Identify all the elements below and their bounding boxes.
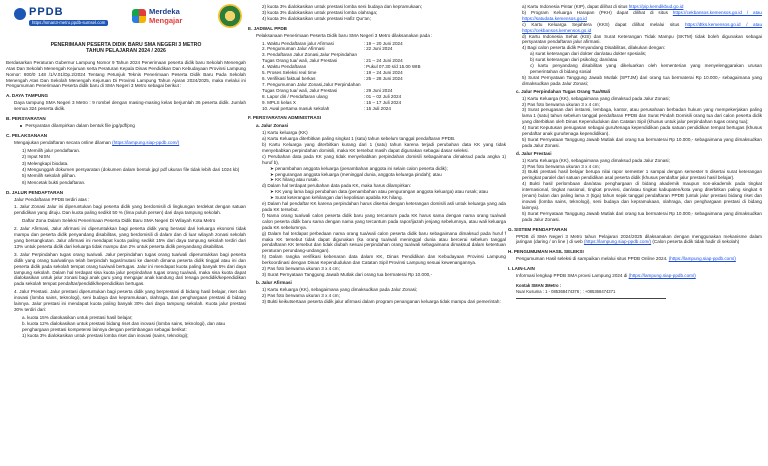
zonasi-requirements	[262, 130, 506, 278]
signature-line	[516, 298, 666, 299]
ppdb-emblem-icon	[14, 8, 26, 20]
list-item: g) Dalam hal terdapat perbedaan nama orang tua/wali calon peserta didik baru sebagaimana dimaksud pada huruf f maka KK tersebut tidak dapat digunakan (ka orang tua/wali meninggal dunia atau bercerai sebelum tanggal pendaftaran KK tersebut dan tidak diubah sesuai perpindahan orang tua/wali sebagaimana dimaksud dalam ketentuan peraturan perundang-undangan).	[262, 230, 506, 254]
jalur-prestasi-heading: d. Jalur Prestasi	[516, 150, 552, 156]
contact-label: Kontak SMAN 3Metro :	[516, 282, 562, 288]
letterhead	[6, 0, 246, 40]
schedule-value: : 19 – 20 Juni 2024	[363, 40, 403, 46]
section-c-lead-text: Mengajukan pendaftaran secara online dilaman	[14, 139, 111, 145]
list-item: 1) Kartu Keluarga (KK), sebagaimana yang dimaksud pada Jalur Zonasi;	[522, 95, 670, 101]
column-middle	[248, 4, 506, 305]
section-h-body: Pengumuman Hasil seleksi di sampaikan melalui situs PPDB Online 2024.	[516, 256, 668, 262]
merdeka-line1: Merdeka	[149, 7, 180, 16]
merdeka-mengajar-logo	[132, 6, 196, 32]
siap-ppdb-link[interactable]: (https://lampung.siap-ppdb.com/)	[668, 256, 736, 262]
list-item: f) Nama orang tua/wali calon peserta didik baru yang tercantum pada KK harus sama dengan nama orang tua/wali calon peserta didik baru sama dengan nama yang tercantum pada rapor/ijazah jenjang sebelumnya, atau wali keluarga pada KK sebelumnya.	[262, 212, 506, 230]
schedule-value: : Pukul 07.30 s/d 15.00 WIB	[363, 64, 421, 70]
list-item: Daftar Zona Dalam Seleksi Penerimaan Peserta Didik Baru SMA Negeri Di Wilayah Kota Metro	[22, 218, 216, 224]
list-item: 2) Pas foto berwarna ukuran 3 x 4 cm;	[522, 101, 600, 107]
list-item: 2. Jalur Afirmasi, Jalur afirmasi ini diperuntukkan bagi peserta didik yang berasal dari keluarga ekonomi tidak mampu dan peserta didik penyandang disabilitas, yang berdomisili di dalam dan di luar wilayah zonasi sekolah yang bersangkutan. Jalur afirmasi ini mendapat kuota paling sedikit 15% dari daya tampung sekolah terdiri dari 13% untuk peserta didik dari keluarga tidak mampu dan 2% untuk peserta didik penyandang disabilitas.	[14, 226, 246, 249]
list-item: 2) kuota 3% dialokasikan untuk prestasi lomba seni budaya dan kepramukaan;	[262, 4, 423, 9]
section-c-list	[14, 148, 246, 186]
section-i-heading: I. LAIN-LAIN	[508, 266, 535, 272]
schedule-value: : 15 Juli 2024	[363, 105, 391, 111]
list-item: 4) Surat Keputusan penugasan sebagai guru/tenaga kependidikan pada satuan pendidikan tempat bertugas (khusus pendaftar anak guru/tenaga kependidikan).	[522, 125, 762, 137]
schedule-label: Tugas Orang tua/ wali, Jalur Prestasi	[262, 58, 338, 64]
merdeka-line2: Mengajar	[149, 16, 183, 25]
section-g-body: PPDB di SMA Negeri 3 Metro tahun Pelajaran 2024/2025 dilaksanakan dengan menggunakan mekanisme dalam jaringan (daring / on line ) di web	[516, 233, 762, 245]
prestasi-quota-continued	[262, 4, 506, 22]
schedule-label: 4. Waktu Pendaftaran	[262, 64, 307, 70]
list-item: 5) Surat Pernyataan Tanggung Jawab Mutlak (SPTJM) dari orang tua bermaterai Rp 10.000,- sebagaimana yang dimaksudkan pada Jalur Zonasi;	[522, 74, 762, 86]
bullet-icon	[20, 125, 22, 127]
section-c-lead	[14, 140, 246, 146]
list-item	[522, 22, 762, 34]
title-line-1: PENERIMAAN PESERTA DIDIK BARU SMA NEGERI 3 METRO	[50, 42, 202, 48]
pkh-text: b) Program Keluarga Harapan (PKH) dapat dilihat di situs	[522, 9, 668, 15]
prestasi-requirements	[522, 158, 762, 223]
schedule-table	[262, 41, 423, 112]
kks-text: c) Kartu Keluarga Sejahtera (KKS) dapat dilihat melalui situs	[522, 21, 680, 27]
schedule-label: 10. Awal pertama masuk sekolah	[262, 105, 330, 111]
list-item: 2) Pas foto berwarna ukuran 3 x 4 cm;	[262, 292, 340, 298]
list-item: ➤ pengurangan anggota keluarga (meninggal dunia, anggota keluarga pindah); atau	[270, 171, 442, 177]
section-a-text: Daya tampung SMA Negeri 3 Metro : 9 rombel dengan masing-masing kelas berjumlah 36 peserta didik. Jumlah semua 324 peserta didik.	[14, 100, 246, 112]
section-d-heading: D. JALUR PENDAFTARAN	[6, 189, 64, 195]
contact-phone: Nuar Kusuma : 1 - 085368474376 ; : +085368474371	[516, 288, 616, 294]
list-item: 3) Bukti prestasi hasil belajar berupa nilai rapor semester 1 sampai dengan semester 5 disertai surat keterangan peringkat paralel dari satuan pendidikan asal peserta didik (khusus pendaftar jalur prestasi hasil belajar).	[522, 169, 762, 181]
list-item: ➤ KK hilang atau rusak.	[270, 177, 319, 183]
list-item: 1) Kartu Keluarga (KK), sebagaimana yang dimaksud pada Jalur Zonasi;	[522, 157, 670, 163]
section-g-note: (Calon peserta didik tidak hadir di sekolah)	[652, 239, 740, 245]
intro-paragraph: Berdasarkan Peraturan Gubernur Lampung Nomor 9 Tahun 2024 Penerimaan peserta didik baru Sekolah Menengah Atas Dan Sekolah Menengah Kejuruan serta Peraturan Kepala Dinas Pendidikan Dan Kebudayaan Provinsi Lampung Nomor: 800/0 148 /1/V.01/Dp.2/2024 Tentang Petunjuk Teknis Penerimaan Peserta Didik Baru Pada Sekolah Menengah Atas Dan Sekolah Menengah Kejuruan Di Provinsi Lampung Tahun Ajaran 2024/2025, maka melalui ini Pengumuman Penerimaan Peserta didik baru di SMA Negeri 3 Metro sebagai berikut :	[6, 59, 246, 89]
list-item: 3) Surat Pernyataan Tanggung Jawab Mutlak dari orang tua bermaterai Rp 10.000,-	[262, 271, 432, 277]
list-item: c) kartu penyandang disabilitas yang dikeluarkan oleh kementerian yang menyelenggarakan urusan pemerintahan di bidang sosial	[530, 63, 762, 74]
table-row	[262, 106, 423, 112]
section-g-text	[516, 234, 762, 246]
section-h-text	[516, 256, 762, 262]
section-d-list	[14, 204, 246, 338]
schedule-value: : 19 – 24 Juni 2024	[363, 70, 403, 76]
section-e-heading: E. JADWAL PPDB	[248, 25, 287, 31]
column-right	[508, 4, 762, 301]
list-item: a) surat keterangan dari dokter dan/atau dokter spesialis;	[530, 51, 647, 57]
list-item: 4) kuota 3% dialokasikan untuk prestasi Hafiz Qur'an;	[262, 15, 371, 21]
list-item: 3) Surat penugasan dari instansi, lembaga, kantor, atau perusahaan berbadan hukum yang mempekerjakan paling lama 1 (satu) tahun sebelum tanggal pendaftaran PPDB dan Surat Pindah Domisili orang tua dari calon peserta didik yang diterbitkan oleh Dinas Kependudukan dan Catatan Sipil (khusus untuk jalur perpindahan tugas orang tua);	[522, 107, 762, 125]
list-item: 2) Pas foto berwarna ukuran 3 x 4 cm;	[522, 163, 600, 169]
jalur-perpindahan-heading: c. Jalur Perpindahan Tugas Orang Tua/Wali	[516, 88, 611, 94]
list-item: 2) Pas foto berwarna ukuran 3 x 4 cm;	[262, 266, 340, 272]
provincial-seal-icon	[218, 4, 242, 28]
siap-ppdb-link[interactable]: (https://lampung.siap-ppdb.com/)	[112, 139, 180, 145]
ppdb-logo-text: PPDB	[29, 6, 64, 18]
kip-text: a) Kartu Indonesia Pintar (KIP), dapat dilihat di situs	[522, 4, 628, 9]
schedule-value: : 25 – 28 Juni 2024	[363, 75, 403, 81]
section-h-heading: H. PENGUMUMAN HASIL SELEKSI	[508, 249, 584, 255]
section-b-item	[20, 123, 246, 129]
schedule-value: : 01 – 02 Juli 2024	[363, 93, 402, 99]
schedule-value: : 21 – 24 Juni 2024	[363, 58, 403, 64]
list-item: c) Perubahan data pada KK yang tidak menyebabkan perpindahan domisili sebagaimana dimaksud pada angka 1) huruf b),	[262, 153, 506, 165]
schedule-label: 1. Waktu Pendaftaran jalur Afirmasi	[262, 40, 334, 46]
column-left	[6, 0, 246, 338]
schedule-label: Tugas Orang tua/ wali, Jalur Prestasi	[262, 87, 338, 93]
section-i-body: Informasi lengkap PPDB SMA provsi Lampung 2024 di	[516, 273, 628, 279]
list-item: a) Kartu Keluarga diterbitkan paling singkat 1 (satu) tahun sebelum tanggal pendaftaran PPDB.	[262, 136, 456, 142]
jalur-afirmasi-heading: b. Jalur Afirmasi	[256, 279, 292, 285]
list-item: 4) Bagi calon peserta didik Penyandang Disabilitas, dilakukan dengan:	[522, 45, 666, 51]
section-a-heading: A. DAYA TAMPUNG	[6, 93, 49, 99]
list-item: 5) Surat Pernyataan Tanggung Jawab Mutlak dari orang tua bermaterai Rp 10.000,- sebagaimana yang dimaksudkan pada Jalur Zonasi.	[522, 210, 762, 222]
contact-footer	[516, 283, 762, 301]
ppdb-logo	[14, 6, 106, 34]
perpindahan-requirements	[522, 96, 762, 149]
list-item: b. kuota 12% dialokasikan untuk prestasi bidang riset dan inovasi (lomba sains, teknologi), dan atau penghargaan prestasi kompetensi lainnya dengan pertimbangan sebagai berikut:	[22, 320, 226, 332]
schedule-label: 2. Pengumuman Jalur Afirmasi	[262, 46, 325, 52]
list-item: ➤ penambahan anggota keluarga (penambahan anggota ini selain calon peserta didik);	[270, 165, 448, 171]
title-line-2: TAHUN PELAJARAN 2024 / 2026	[86, 48, 166, 55]
list-item: 1. Jalur Zonasi Jalur ini diperuntukan bagi peserta didik yang berdomisili di lingkungan terdekat dengan satuan pendidikan yang dituju. Dan kuota paling sedikit 50 % (lima puluh persen) dari daya tampung sekolah.	[14, 204, 246, 216]
list-item: 1) Memilih jalur pendaftaran.	[22, 147, 81, 153]
section-e-lead: Pelaksanaan Penerimaan Peserta Didik baru SMA Negeri 3 Metro dilaksanakan pada :	[256, 32, 433, 38]
kks-link[interactable]: https://dtks.kemensos.go.id / atau https://cekbansos.kemensos.go.id	[522, 21, 762, 33]
list-item: ➤ KK yang lama bagi perubahan data (penambahan atau pengurangan anggota keluarga) atau rusak; atau	[270, 189, 488, 195]
schedule-label: 9. MPLS kelas X	[262, 99, 296, 105]
list-item: 3) kuota 3% dialokasikan untuk prestasi lomba olahraga;	[262, 9, 378, 15]
list-item: 5) Surat Pernyataan Tanggung Jawab Mutlak dari orang tua bermaterai Rp 10.000,- sebagaimana yang dimaksudkan pada Jalur Zonasi.	[522, 136, 762, 148]
list-item: 2) Input NISN	[22, 154, 50, 160]
list-item: b) surat keterangan dari psikolog; dan/atau	[530, 57, 618, 63]
section-b-text: Persyaratan dilampirkan dalam bentuk file jpg/pdf/png	[25, 122, 135, 128]
pkh-link[interactable]: https://cekbansos.kemensos.go.id / atau https://satudata.kemensos.go.id	[522, 9, 762, 21]
section-i-text	[516, 273, 762, 279]
list-item: b) Kartu Keluarga yang diterbitkan kurang dari 1 (satu) tahun karena terjadi perubahan data KK yang tidak menyebabkan perpindahan domisili, maka KK tersebut masih dapat digunakan sebagai dasar seleksi.	[262, 142, 506, 153]
document-title	[6, 42, 246, 55]
schedule-value: : 29 Juni 2024	[363, 87, 393, 93]
list-item: ➤ Surat keterangan kehilangan dari kepolisian apabila KK hilang.	[270, 195, 403, 201]
section-g-heading: G. SISTEM PENDAFTARAN	[508, 226, 568, 232]
list-item: 1) Kartu Keluarga (KK), sebagaimana yang dimaksudkan pada Jalur Zonasi;	[262, 286, 418, 292]
list-item: 4. Jalur Prestasi. Jalur prestasi diperuntukan bagi peserta didik yang berprestasi di bidang hasil belajar, riset dan inovasi (lomba sains, teknologi), seni budaya dan kepramukaan, olahraga, dan penghargaan prestasi di bidang lainnya. Jalur prestasi ini mendapat kuota paling banyak 30% dari daya tampung sekolah. Kuota jalur prestasi 30% terdiri dari:	[14, 289, 246, 312]
schedule-value: : 22 Juni 2024	[363, 46, 393, 52]
list-item: 3. Jalur Perpindahan tugas orang tua/wali. Jalur perpindahan tugas orang tua/wali diperuntukkan bagi peserta didik yang orang tua/walinya telah berpindah tugas/mutasi ke daerah dimana peserta didik tinggal atau ini dan peserta didik pada sekolah tempat orang tua/wali bertugas. Jalur ini mendapat kuota paling banyak 5% dari daya tampung sekolah. Dalam hal terdapat sisa kuota jalur perpindahan tugas orang tua/wali, maka sisa kuota dapat dialokasikan untuk jalur zonasi bagi anak guru yang mengajar anak kandung dari tenaga pendidik/kependidikan pada sekolah tempat pendaftar/pendidik/kependidikan bertugas.	[14, 251, 246, 287]
section-b-heading: B. PERSYARATAN	[6, 116, 46, 122]
kip-link[interactable]: https://pip.kemdikbud.go.id	[628, 4, 684, 9]
list-item: 4) Mengunggah dokumen persyaratan (dokumen dalam bentuk jpg/ pdf ukuran file tidak lebih dari 1024 kb)	[22, 166, 240, 172]
list-item: e) Dalam hal pendaftar KK karena perpindahan harus disertai dengan keterangan domisili asli untuk keluarga yang ada pada KK tersebut.	[262, 201, 506, 212]
schedule-label: 6. Verifikasi faktual berkas	[262, 75, 316, 81]
list-item: 1) kuota 3% dialokasikan untuk prestasi lomba riset dan inovasi (sains, teknologi);	[22, 332, 189, 338]
list-item: 6) Mencetak bukti pendaftaran.	[22, 179, 86, 185]
list-item: 3) Melengkapi biodata.	[22, 160, 69, 166]
schedule-label: 7. Pengumuman Jalur Zonasi,Jalur Perpindahan	[262, 81, 361, 87]
merdeka-emblem-icon	[132, 9, 146, 23]
list-item: 3) Bukti keikutsertaan peserta didik jalur afirmasi dalam program penanganan keluarga tidak mampu dari pemerintah:	[262, 298, 501, 304]
section-d-lead: Jalur Pendaftaran PPDB terdiri atas :	[14, 196, 90, 202]
ppdb-url-badge[interactable]: https://sman3-metro.ppdb-sumsel.com	[29, 20, 108, 26]
afirmasi-continued	[522, 4, 762, 87]
list-item: d) Kartu Indonesia Sehat (KIS) dan Surat Keterangan Tidak Mampu (SKTM) tidak boleh digunakan sebagai persyaratan pendaftaran jalur afirmasi.	[522, 33, 762, 45]
list-item: h) Dalam rangka verifikasi kebenaran data dalam KK, Dinas Pendidikan dan Kebudayaan Provinsi Lampung berkoordinasi dengan Dinas Kependudukan dan Catatan Sipil Provinsi Lampung sesuai kewenangannya.	[262, 254, 506, 266]
list-item: d) Dalam hal terdapat perubahan data pada KK, maka harus dilampirkan:	[262, 183, 412, 189]
schedule-label: 3. Pendaftaran Jalur Zonasi,Jalur Perpindahan	[262, 52, 357, 58]
schedule-label: 8. Lapor diri / Pendaftaran ulang	[262, 93, 328, 99]
list-item: a. kuota 15% diaIokasikan untuk prestasi hasil belajar;	[22, 314, 133, 320]
jalur-zonasi-heading: a. Jalur Zonasi	[256, 123, 289, 129]
list-item: 4) Bukti hasil perlombaan dan/atau penghargaan di bidang akademik maupun non-akademik pada tingkat internasional, tingkat nasional, tingkat provinsi, dan/atau tingkat kabupaten/kota yang diterbitkan paling singkat 6 (enam) bulan dan paling lama 3 (tiga) tahun sejak tanggal pendaftaran PPDB (untuk jalur prestasi bidang riset dan inovasi (lomba sains, teknologi), seni budaya dan kepramukaan, olahraga, dan penghargaan prestasi di bidang lainnya).	[522, 181, 762, 210]
list-item	[522, 10, 762, 22]
schedule-value: : 15 – 17 Juli 2024	[363, 99, 402, 105]
siap-ppdb-link[interactable]: (https://lampung.siap-ppdb.com/)	[583, 239, 652, 245]
section-f-heading: F. PERSYARATAN ADMINISTRASI	[248, 115, 321, 121]
siap-ppdb-link[interactable]: (https://lampung.siap-ppdb.com/)	[628, 273, 696, 279]
afirmasi-requirements	[262, 287, 506, 305]
schedule-label: 5. Proses Seleksi real time	[262, 70, 317, 76]
list-item: 5) Memilih sekolah pilihan.	[22, 173, 77, 179]
list-item: 1) Kartu keluarga (KK)	[262, 130, 308, 136]
section-c-heading: C. PELAKSANAAN	[6, 132, 48, 138]
